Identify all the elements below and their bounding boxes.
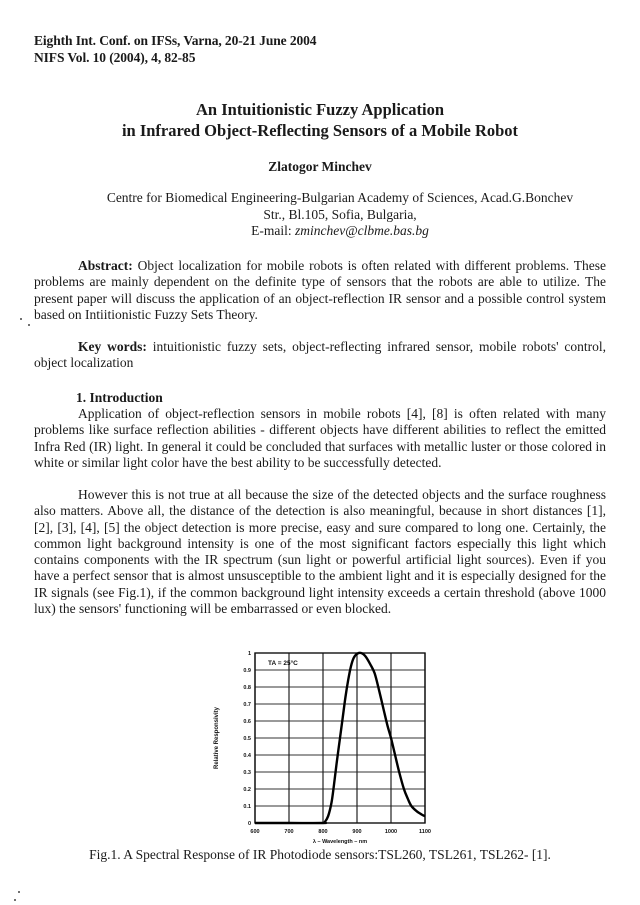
x-tick-label: 600 [250, 829, 260, 835]
y-tick-label: 0.8 [243, 685, 251, 691]
y-tick-label: 0.5 [243, 736, 251, 742]
paper-title [0, 99, 640, 141]
y-tick-label: 0.1 [243, 804, 251, 810]
y-tick-label: 0.4 [243, 753, 251, 759]
x-axis-label: λ – Wavelength – nm [312, 839, 368, 845]
keywords-text: intuitionistic fuzzy sets, object-reflecting infrared sensor, mobile robots' control, object localization [34, 339, 606, 371]
conference-line: Eighth Int. Conf. on IFSs, Varna, 20-21 June 2004 [34, 33, 317, 48]
affiliation-line-2: Str., Bl.105, Sofia, Bulgaria, [263, 206, 417, 222]
email-address: zminchev@clbme.bas.bg [294, 223, 429, 238]
intro-paragraph: However this is not true at all because the size of the detected objects and the surface roughness also matters. Above all, the distance of the detection is also meaningful, because in short distances [1], [2], [3], [4], [5] the object detection is more precise, easy and sure compared to long one. Certainly, the common light background intensity is one of the most significant factors especially this light which contains components with the IR spectrum (sun light or powerful artificial light sources). Even if you have a perfect sensor that is almost unsusceptible to the ambient light and it is especially designed for the IR signals (see Fig.1), if the common background light intensity exceeds a certain threshold (above 1000 lux) the sensors' functioning will be embarrassed or even blocked. [34, 487, 606, 617]
affiliation-line-1: Centre for Biomedical Engineering-Bulgarian Academy of Sciences, Acad.G.Bonchev [106, 190, 574, 205]
y-axis-label: Relative Responsivity [214, 706, 220, 770]
section-heading-introduction: 1. Introduction [76, 390, 163, 405]
y-tick-label: 0.2 [243, 787, 251, 793]
abstract [34, 258, 606, 323]
y-tick-label: 0.6 [243, 719, 251, 725]
title-line-1: An Intuitionistic Fuzzy Application [196, 100, 444, 119]
journal-line: NIFS Vol. 10 (2004), 4, 82-85 [34, 50, 196, 65]
y-tick-label: 0.9 [243, 668, 251, 674]
intro-paragraph: Application of object-reflection sensors in mobile robots [4], [8] is often related with many problems like surface reflection abilities - different objects have different abilities to reflect the emitted Infra Red (IR) light. In general it could be concluded that surfaces with metallic luster or those colored in white or similar light color have the best ability to be successfully detected. [34, 406, 606, 470]
y-tick-label: 0.7 [243, 702, 251, 708]
title-line-2: in Infrared Object-Reflecting Sensors of a Mobile Robot [121, 121, 519, 140]
x-tick-label: 800 [318, 829, 328, 835]
scan-speck [14, 899, 16, 901]
scan-speck [20, 318, 22, 320]
temperature-annotation: TA = 25°C [268, 660, 298, 667]
scan-speck [18, 891, 20, 893]
x-tick-label: 1100 [419, 829, 431, 835]
email-label: E-mail: [251, 223, 295, 238]
conference-header [34, 32, 316, 66]
y-tick-label: 0 [247, 821, 251, 827]
abstract-label: Abstract: [78, 258, 133, 273]
x-tick-label: 700 [284, 829, 294, 835]
abstract-text: Object localization for mobile robots is often related with different problems. These problems are mainly dependent on the definite type of sensors that the robots are able to utilize. The present paper will discuss the application of an object-reflection IR sensor and a possible control system based on Intiitionistic Fuzzy Sets Theory. [34, 258, 606, 322]
x-tick-label: 1000 [384, 829, 398, 835]
y-tick-label: 1 [247, 651, 251, 657]
keywords-label: Key words: [78, 339, 147, 354]
keywords [34, 339, 606, 372]
figure-caption: Fig.1. A Spectral Response of IR Photodiode sensors:TSL260, TSL261, TSL262- [1]. [89, 847, 551, 862]
affiliation [60, 190, 620, 240]
x-tick-label: 900 [352, 829, 362, 835]
scan-speck [28, 324, 30, 326]
author-name: Zlatogor Minchev [268, 159, 372, 174]
y-tick-label: 0.3 [243, 770, 251, 776]
email-line [60, 223, 620, 240]
spectral-response-chart [205, 645, 445, 845]
